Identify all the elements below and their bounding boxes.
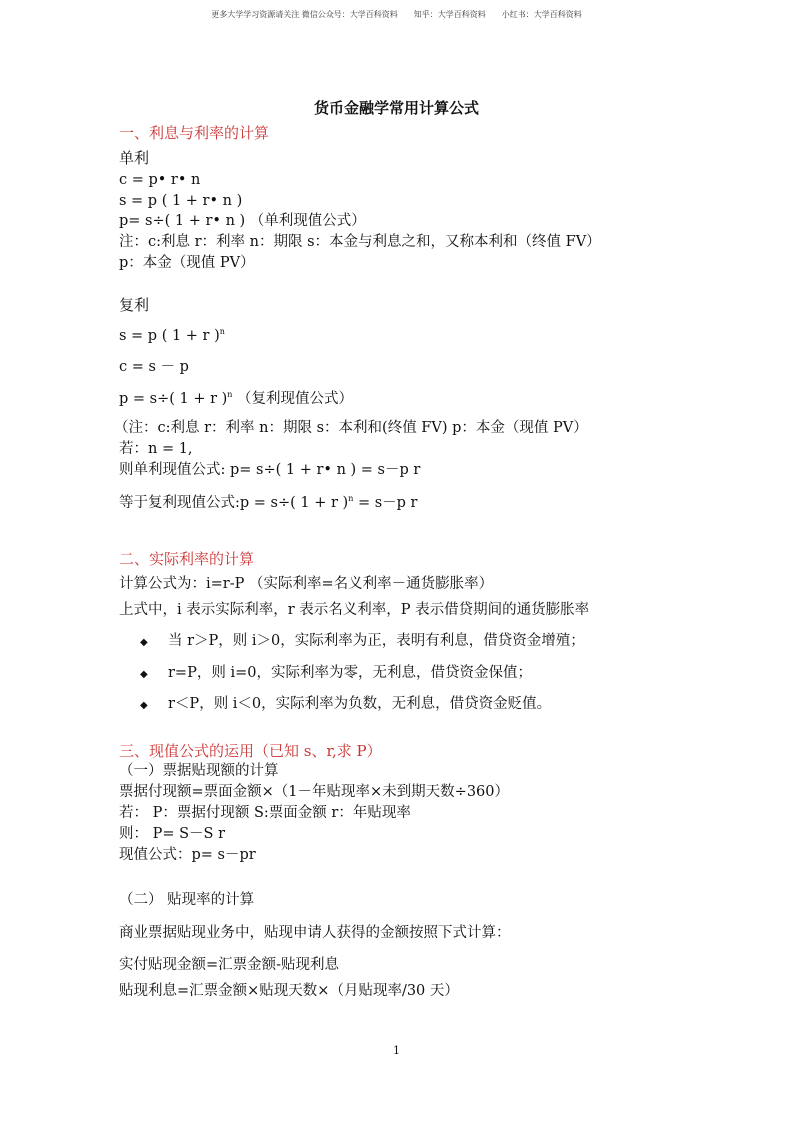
page-header: 更多大学学习资源请关注 微信公众号：大学百科资料 知乎：大学百科资料 小红书：大学百科资料 xyxy=(211,10,582,19)
exponent: n xyxy=(219,327,225,336)
formula-line: p= s÷( 1 + r• n ) （单利现值公式） xyxy=(119,213,366,229)
formula-line: 计算公式为：i=r-P （实际利率=名义利率－通货膨胀率） xyxy=(119,576,494,592)
description-line: 商业票据贴现业务中，贴现申请人获得的金额按照下式计算： xyxy=(119,925,511,941)
formula-line: c = p• r• n xyxy=(119,172,201,188)
formula-line: s = p ( 1 + r• n ) xyxy=(119,193,243,209)
formula-line: 实付贴现金额=汇票金额-贴现利息 xyxy=(119,957,340,973)
bullet-text: r=P，则 i=0，实际利率为零，无利息，借贷资金保值； xyxy=(168,665,532,681)
simple-interest-label: 单利 xyxy=(119,149,150,167)
formula-line xyxy=(119,494,417,512)
formula-line: 则： P= S－S r xyxy=(119,826,226,842)
formula-text: = s－p r xyxy=(353,494,418,511)
document-title: 货币金融学常用计算公式 xyxy=(313,99,479,117)
bullet-item xyxy=(140,696,551,713)
formula-text: p = s÷( 1 + r ) xyxy=(119,390,228,407)
formula-line: 票据付现额=票面金额×（1－年贴现率×未到期天数÷360） xyxy=(119,784,509,800)
bullet-icon: ◆ xyxy=(140,700,148,711)
note-line: p：本金（现值 PV） xyxy=(119,255,255,271)
section-2-heading: 二、实际利率的计算 xyxy=(119,550,255,568)
section-3-heading: 三、现值公式的运用（已知 s、r,求 P） xyxy=(119,742,382,760)
bullet-text: r＜P，则 i＜0，实际利率为负数，无利息，借贷资金贬值。 xyxy=(168,696,552,712)
formula-line: 现值公式：p= s－pr xyxy=(119,847,256,863)
page-number: 1 xyxy=(393,1044,400,1057)
subsection-heading: （二） 贴现率的计算 xyxy=(119,892,255,908)
exponent: n xyxy=(227,390,233,399)
formula-line xyxy=(119,327,225,345)
formula-text: s = p ( 1 + r ) xyxy=(119,327,220,344)
formula-text: 等于复利现值公式:p = s÷( 1 + r ) xyxy=(119,494,349,511)
bullet-item xyxy=(140,665,532,682)
note-line: 注：c:利息 r：利率 n：期限 s：本金与利息之和，又称本利和（终值 FV） xyxy=(119,234,601,250)
formula-text: （复利现值公式） xyxy=(232,390,354,407)
compound-interest-label: 复利 xyxy=(119,296,150,314)
bullet-icon: ◆ xyxy=(140,637,148,648)
formula-line: c = s － p xyxy=(119,359,189,375)
formula-line: 则单利现值公式: p= s÷( 1 + r• n ) = s－p r xyxy=(119,462,421,478)
subsection-heading: （一）票据贴现额的计算 xyxy=(119,763,279,779)
note-line: （注：c:利息 r：利率 n：期限 s：本利和(终值 FV) p：本金（现值 PV） xyxy=(114,420,588,436)
description-line: 上式中，i 表示实际利率，r 表示名义利率，P 表示借贷期间的通货膨胀率 xyxy=(119,602,590,618)
note-line: 若：n = 1, xyxy=(119,441,193,457)
exponent: n xyxy=(348,494,354,503)
formula-line: 贴现利息=汇票金额×贴现天数×（月贴现率/30 天） xyxy=(119,983,459,999)
bullet-text: 当 r＞P，则 i＞0，实际利率为正，表明有利息，借贷资金增殖； xyxy=(168,633,585,649)
bullet-item xyxy=(140,633,585,650)
formula-line xyxy=(119,390,353,408)
formula-line: 若： P：票据付现额 S:票面金额 r：年贴现率 xyxy=(119,805,411,821)
bullet-icon: ◆ xyxy=(140,669,148,680)
section-1-heading: 一、利息与利率的计算 xyxy=(119,124,270,142)
